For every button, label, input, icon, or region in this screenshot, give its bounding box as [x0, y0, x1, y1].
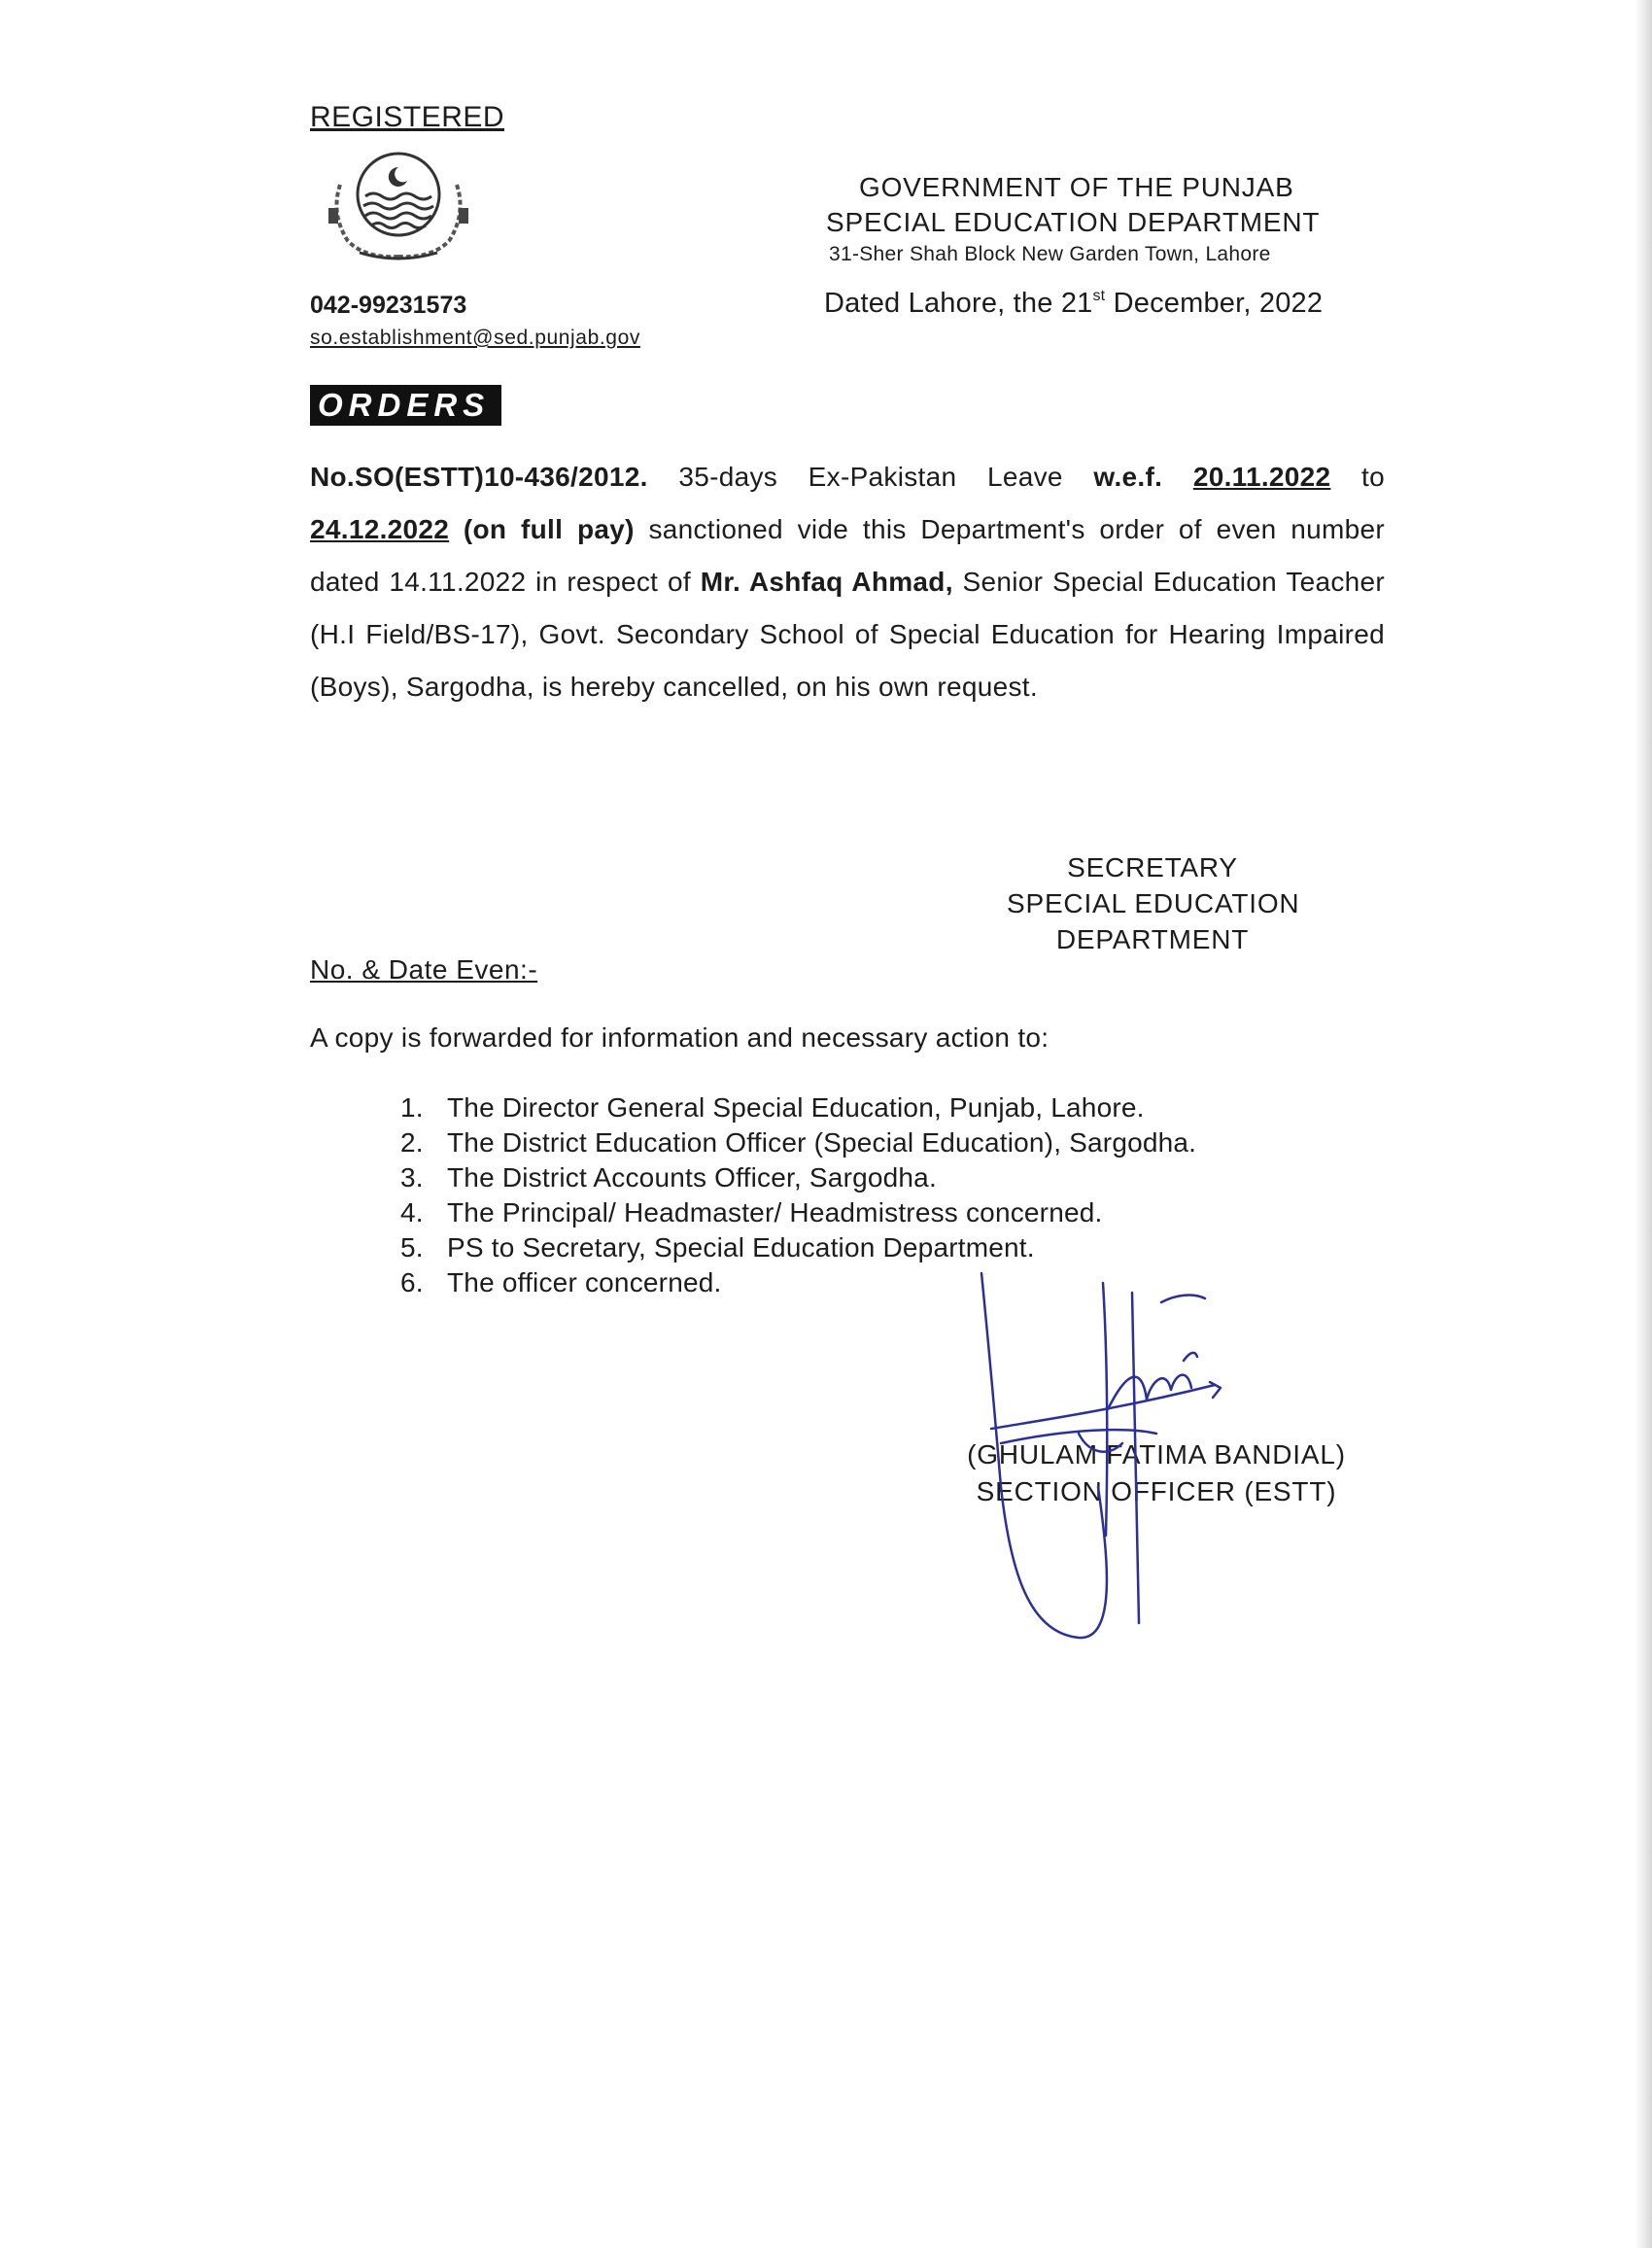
list-item-number: 4.	[400, 1197, 424, 1228]
leave-from-date: 20.11.2022	[1192, 462, 1331, 492]
secretary-block	[1007, 849, 1298, 957]
email-address: so.establishment@sed.punjab.gov	[310, 327, 640, 349]
no-date-even-heading: No. & Date Even:-	[310, 954, 538, 985]
phone-number: 042-99231573	[310, 292, 467, 319]
registered-label: REGISTERED	[310, 101, 505, 133]
punjab-government-emblem-icon	[321, 146, 476, 266]
dated-prefix: Dated Lahore, the 21	[824, 288, 1093, 319]
secretary-line-1: SECRETARY	[1067, 852, 1238, 882]
list-item	[400, 1195, 1196, 1230]
list-item-number: 5.	[400, 1232, 424, 1262]
leave-to-date: 24.12.2022	[310, 514, 450, 544]
leave-text: 35-days Ex-Pakistan Leave	[647, 462, 1094, 492]
list-item-text: The Director General Special Education, Punjab, Lahore.	[447, 1092, 1145, 1123]
dated-line	[824, 288, 1323, 320]
order-paragraph	[310, 451, 1385, 713]
pay-status: (on full pay)	[463, 514, 635, 544]
order-text-2: Senior Special Education Teacher (H.I Field/BS-17), Govt. Secondary School of Special Education for Hearing Impaired (Boys), Sargodha, is hereby cancelled, on his own request.	[310, 567, 1385, 702]
list-item-number: 6.	[400, 1267, 424, 1297]
signatory-designation: SECTION OFFICER (ESTT)	[976, 1476, 1337, 1506]
list-item-text: The District Education Officer (Special Education), Sargodha.	[447, 1127, 1197, 1158]
list-item-text: PS to Secretary, Special Education Department.	[447, 1232, 1035, 1262]
page-edge	[1635, 0, 1652, 2248]
orders-heading: ORDERS	[310, 385, 501, 426]
list-item	[400, 1125, 1196, 1160]
list-item	[400, 1230, 1196, 1265]
government-title: GOVERNMENT OF THE PUNJAB	[859, 172, 1294, 202]
list-item-number: 1.	[400, 1092, 424, 1123]
list-item-text: The District Accounts Officer, Sargodha.	[447, 1162, 937, 1193]
department-address: 31-Sher Shah Block New Garden Town, Lahore	[829, 243, 1271, 265]
order-text-1: sanctioned vide this Department's order of even number dated 14.11.2022 in respect of	[310, 514, 1385, 597]
list-item-text: The Principal/ Headmaster/ Headmistress concerned.	[447, 1197, 1103, 1228]
forward-intro: A copy is forwarded for information and necessary action to:	[310, 1022, 1050, 1053]
list-item	[400, 1090, 1196, 1125]
order-number: No.SO(ESTT)10-436/2012.	[310, 462, 648, 492]
to-word: to	[1330, 462, 1385, 492]
list-item-text: The officer concerned.	[447, 1267, 722, 1297]
dated-suffix: st	[1092, 288, 1106, 304]
secretary-line-3: DEPARTMENT	[1055, 924, 1250, 954]
person-name: Mr. Ashfaq Ahmad,	[700, 567, 953, 597]
list-item-number: 3.	[400, 1162, 424, 1193]
secretary-line-2: SPECIAL EDUCATION	[1007, 888, 1300, 918]
list-item	[400, 1160, 1196, 1195]
handwritten-signature-icon	[962, 1263, 1283, 1652]
signatory-name: (GHULAM FATIMA BANDIAL)	[967, 1439, 1346, 1470]
department-title: SPECIAL EDUCATION DEPARTMENT	[826, 207, 1321, 237]
dated-rest: December, 2022	[1105, 288, 1324, 319]
list-item-number: 2.	[400, 1127, 424, 1158]
wef-label: w.e.f.	[1093, 462, 1163, 492]
